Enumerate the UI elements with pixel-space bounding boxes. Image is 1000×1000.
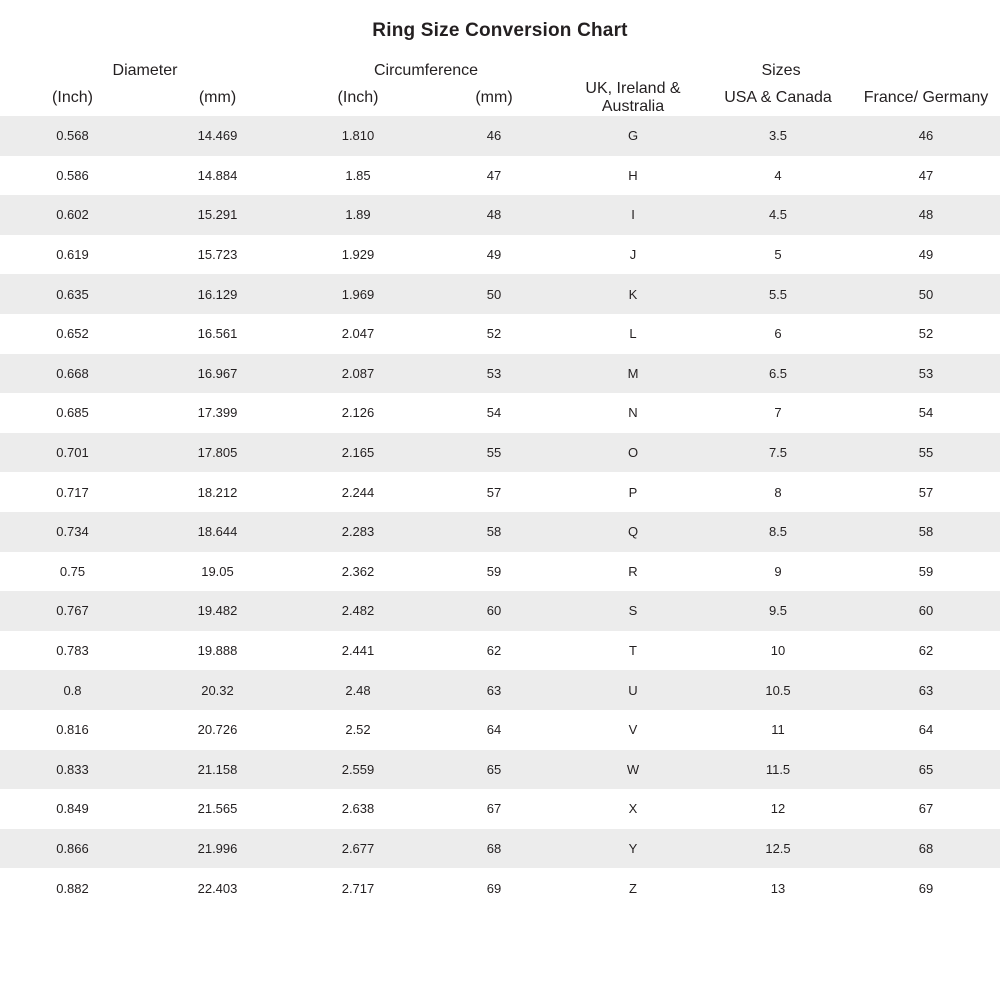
table-cell: 9.5	[704, 591, 852, 631]
table-cell: 68	[426, 829, 562, 869]
table-cell: 63	[426, 670, 562, 710]
table-cell: 2.126	[290, 393, 426, 433]
sub-header-circumference-mm: (mm)	[475, 89, 513, 106]
table-cell: 21.996	[145, 829, 290, 869]
table-cell: 2.047	[290, 314, 426, 354]
table-cell: 5.5	[704, 274, 852, 314]
group-header-circumference: Circumference	[373, 62, 479, 79]
table-row	[0, 552, 1000, 592]
table-cell: Z	[562, 868, 704, 908]
table-cell: 0.685	[0, 393, 145, 433]
table-cell: X	[562, 789, 704, 829]
table-cell: N	[562, 393, 704, 433]
table-cell: 1.810	[290, 116, 426, 156]
table-row	[0, 512, 1000, 552]
table-cell: 54	[852, 393, 1000, 433]
table-cell: 49	[426, 235, 562, 275]
table-row	[0, 235, 1000, 275]
table-cell: 16.967	[145, 354, 290, 394]
table-cell: V	[562, 710, 704, 750]
table-cell: 2.362	[290, 552, 426, 592]
table-cell: 2.52	[290, 710, 426, 750]
table-cell: 0.668	[0, 354, 145, 394]
table-row	[0, 472, 1000, 512]
table-cell: U	[562, 670, 704, 710]
table-cell: 19.888	[145, 631, 290, 671]
group-header-diameter: Diameter	[112, 62, 178, 79]
table-body	[0, 116, 1000, 908]
table-cell: 2.48	[290, 670, 426, 710]
table-cell: 55	[852, 433, 1000, 473]
table-cell: 2.087	[290, 354, 426, 394]
table-cell: 18.212	[145, 472, 290, 512]
table-cell: 14.884	[145, 156, 290, 196]
table-cell: 64	[852, 710, 1000, 750]
sub-header-circumference-inch: (Inch)	[337, 89, 379, 106]
table-cell: S	[562, 591, 704, 631]
table-cell: 4.5	[704, 195, 852, 235]
table-cell: 0.849	[0, 789, 145, 829]
table-cell: 60	[852, 591, 1000, 631]
table-cell: 68	[852, 829, 1000, 869]
table-row	[0, 750, 1000, 790]
table-cell: 2.677	[290, 829, 426, 869]
table-cell: 0.866	[0, 829, 145, 869]
table-cell: 69	[426, 868, 562, 908]
table-cell: 0.652	[0, 314, 145, 354]
table-cell: 10	[704, 631, 852, 671]
table-cell: 20.726	[145, 710, 290, 750]
table-row	[0, 591, 1000, 631]
table-cell: 2.482	[290, 591, 426, 631]
table-cell: 1.929	[290, 235, 426, 275]
table-header	[0, 62, 1000, 116]
table-cell: Q	[562, 512, 704, 552]
table-cell: 46	[852, 116, 1000, 156]
table-cell: 67	[426, 789, 562, 829]
table-cell: 2.638	[290, 789, 426, 829]
table-cell: 59	[852, 552, 1000, 592]
table-cell: 47	[852, 156, 1000, 196]
table-cell: 19.05	[145, 552, 290, 592]
table-cell: 0.816	[0, 710, 145, 750]
sub-header-row	[0, 80, 1000, 116]
table-cell: 57	[426, 472, 562, 512]
table-cell: 1.85	[290, 156, 426, 196]
table-cell: 15.291	[145, 195, 290, 235]
table-cell: 64	[426, 710, 562, 750]
table-cell: 7.5	[704, 433, 852, 473]
table-cell: 69	[852, 868, 1000, 908]
table-row	[0, 670, 1000, 710]
table-cell: 11.5	[704, 750, 852, 790]
table-cell: Y	[562, 829, 704, 869]
table-cell: 0.734	[0, 512, 145, 552]
sub-header-usa-canada: USA & Canada	[724, 89, 832, 106]
table-cell: 63	[852, 670, 1000, 710]
table-cell: 19.482	[145, 591, 290, 631]
table-cell: 0.701	[0, 433, 145, 473]
table-cell: 50	[852, 274, 1000, 314]
table-cell: 14.469	[145, 116, 290, 156]
table-cell: 0.833	[0, 750, 145, 790]
table-cell: 16.561	[145, 314, 290, 354]
table-cell: 21.158	[145, 750, 290, 790]
table-cell: 53	[852, 354, 1000, 394]
table-cell: 54	[426, 393, 562, 433]
table-cell: K	[562, 274, 704, 314]
table-cell: 8	[704, 472, 852, 512]
table-row	[0, 433, 1000, 473]
table-cell: 62	[852, 631, 1000, 671]
table-cell: 20.32	[145, 670, 290, 710]
table-cell: 0.767	[0, 591, 145, 631]
table-cell: 67	[852, 789, 1000, 829]
table-cell: R	[562, 552, 704, 592]
table-cell: P	[562, 472, 704, 512]
table-row	[0, 710, 1000, 750]
table-row	[0, 354, 1000, 394]
table-cell: T	[562, 631, 704, 671]
table-row	[0, 195, 1000, 235]
table-cell: 22.403	[145, 868, 290, 908]
table-cell: L	[562, 314, 704, 354]
table-cell: 46	[426, 116, 562, 156]
table-cell: 1.969	[290, 274, 426, 314]
table-cell: 0.8	[0, 670, 145, 710]
table-cell: 0.783	[0, 631, 145, 671]
table-cell: H	[562, 156, 704, 196]
table-cell: 48	[426, 195, 562, 235]
table-cell: 6	[704, 314, 852, 354]
table-cell: W	[562, 750, 704, 790]
table-cell: 15.723	[145, 235, 290, 275]
table-row	[0, 393, 1000, 433]
table-cell: 59	[426, 552, 562, 592]
table-cell: M	[562, 354, 704, 394]
table-cell: 47	[426, 156, 562, 196]
table-cell: 16.129	[145, 274, 290, 314]
table-cell: 49	[852, 235, 1000, 275]
table-cell: 17.805	[145, 433, 290, 473]
table-cell: 13	[704, 868, 852, 908]
table-cell: 21.565	[145, 789, 290, 829]
table-cell: 0.619	[0, 235, 145, 275]
table-cell: G	[562, 116, 704, 156]
group-header-row	[0, 62, 1000, 80]
table-cell: 52	[852, 314, 1000, 354]
table-cell: 9	[704, 552, 852, 592]
table-cell: J	[562, 235, 704, 275]
table-cell: 7	[704, 393, 852, 433]
table-row	[0, 274, 1000, 314]
ring-size-conversion-table	[0, 62, 1000, 908]
table-cell: 8.5	[704, 512, 852, 552]
table-cell: 53	[426, 354, 562, 394]
table-cell: I	[562, 195, 704, 235]
table-cell: 0.635	[0, 274, 145, 314]
table-cell: 55	[426, 433, 562, 473]
table-cell: O	[562, 433, 704, 473]
table-cell: 0.75	[0, 552, 145, 592]
table-cell: 0.602	[0, 195, 145, 235]
table-cell: 1.89	[290, 195, 426, 235]
table-cell: 2.165	[290, 433, 426, 473]
table-cell: 2.559	[290, 750, 426, 790]
table-cell: 2.283	[290, 512, 426, 552]
sub-header-uk-ireland-australia: UK, Ireland & Australia	[585, 80, 681, 115]
table-row	[0, 868, 1000, 908]
table-cell: 12.5	[704, 829, 852, 869]
table-row	[0, 789, 1000, 829]
table-cell: 58	[852, 512, 1000, 552]
table-cell: 62	[426, 631, 562, 671]
table-cell: 6.5	[704, 354, 852, 394]
table-cell: 3.5	[704, 116, 852, 156]
table-cell: 17.399	[145, 393, 290, 433]
table-cell: 0.568	[0, 116, 145, 156]
table-cell: 0.882	[0, 868, 145, 908]
table-cell: 12	[704, 789, 852, 829]
table-cell: 5	[704, 235, 852, 275]
table-cell: 57	[852, 472, 1000, 512]
table-cell: 52	[426, 314, 562, 354]
table-cell: 65	[852, 750, 1000, 790]
table-cell: 0.586	[0, 156, 145, 196]
table-row	[0, 156, 1000, 196]
table-cell: 2.244	[290, 472, 426, 512]
sub-header-diameter-inch: (Inch)	[52, 89, 93, 106]
table-cell: 2.441	[290, 631, 426, 671]
table-row	[0, 829, 1000, 869]
table-row	[0, 116, 1000, 156]
table-cell: 18.644	[145, 512, 290, 552]
page-title: Ring Size Conversion Chart	[372, 20, 628, 41]
sub-header-diameter-mm: (mm)	[198, 89, 237, 106]
table-cell: 0.717	[0, 472, 145, 512]
table-cell: 10.5	[704, 670, 852, 710]
sub-header-france-germany: France/ Germany	[863, 89, 989, 106]
table-cell: 65	[426, 750, 562, 790]
group-header-sizes: Sizes	[761, 62, 801, 79]
table-cell: 60	[426, 591, 562, 631]
table-cell: 50	[426, 274, 562, 314]
table-cell: 48	[852, 195, 1000, 235]
table-cell: 58	[426, 512, 562, 552]
table-cell: 4	[704, 156, 852, 196]
table-cell: 2.717	[290, 868, 426, 908]
table-row	[0, 631, 1000, 671]
table-row	[0, 314, 1000, 354]
table-cell: 11	[704, 710, 852, 750]
